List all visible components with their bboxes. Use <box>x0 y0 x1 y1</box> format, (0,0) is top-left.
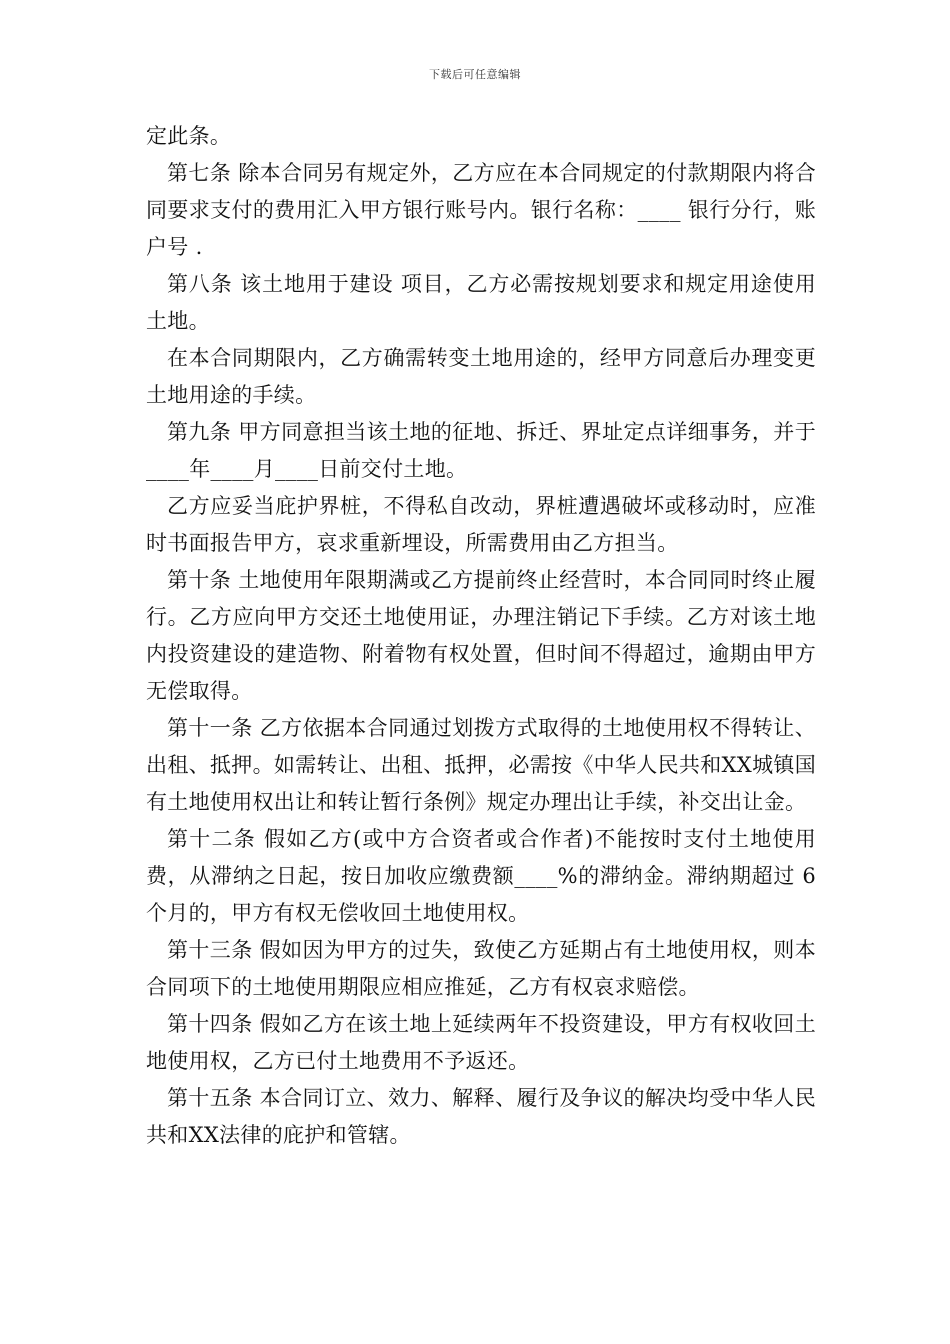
paragraph-continuation: 定此条。 <box>146 124 232 148</box>
paragraph-article-7: 第七条 除本合同另有规定外，乙方应在本合同规定的付款期限内将合同要求支付的费用汇入甲方银行账号内。银行名称：____ 银行分行，账户号 . <box>146 161 816 259</box>
paragraph-article-13: 第十三条 假如因为甲方的过失，致使乙方延期占有土地使用权，则本合同项下的土地使用期限应相应推延，乙方有权哀求赔偿。 <box>146 938 816 999</box>
paragraph-article-10: 第十条 土地使用年限期满或乙方提前终止经营时，本合同同时终止履行。乙方应向甲方交还土地使用证，办理注销记下手续。乙方对该土地内投资建设的建造物、附着物有权处置，但时间不得超过，逾期由甲方无偿取得。 <box>146 568 816 703</box>
paragraph-article-14: 第十四条 假如乙方在该土地上延续两年不投资建设，甲方有权收回土地使用权，乙方已付土地费用不予返还。 <box>146 1012 816 1073</box>
paragraph-article-12: 第十二条 假如乙方(或中方合资者或合作者)不能按时支付土地使用费，从滞纳之日起，按日加收应缴费额____%的滞纳金。滞纳期超过 6 个月的，甲方有权无偿收回土地使用权。 <box>146 827 816 925</box>
page-header: 下载后可任意编辑 <box>429 68 521 81</box>
paragraph-article-9-boundary-markers: 乙方应妥当庇护界桩，不得私自改动，界桩遭遇破坏或移动时，应准时书面报告甲方，哀求重新埋设，所需费用由乙方担当。 <box>146 494 816 555</box>
paragraph-article-15: 第十五条 本合同订立、效力、解释、履行及争议的解决均受中华人民共和XX法律的庇护和管辖。 <box>146 1086 816 1147</box>
paragraph-article-8: 第八条 该土地用于建设 项目，乙方必需按规划要求和规定用途使用土地。 <box>146 272 816 333</box>
paragraph-article-11: 第十一条 乙方依据本合同通过划拨方式取得的土地使用权不得转让、出租、抵押。如需转让、出租、抵押，必需按《中华人民共和XX城镇国有土地使用权出让和转让暂行条例》规定办理出让手续，补交出让金。 <box>146 716 816 814</box>
paragraph-article-8-land-use-change: 在本合同期限内，乙方确需转变土地用途的，经甲方同意后办理变更土地用途的手续。 <box>146 346 816 407</box>
document-body <box>146 118 816 1154</box>
paragraph-article-9: 第九条 甲方同意担当该土地的征地、拆迁、界址定点详细事务，并于 ____年____月____日前交付土地。 <box>146 420 816 481</box>
